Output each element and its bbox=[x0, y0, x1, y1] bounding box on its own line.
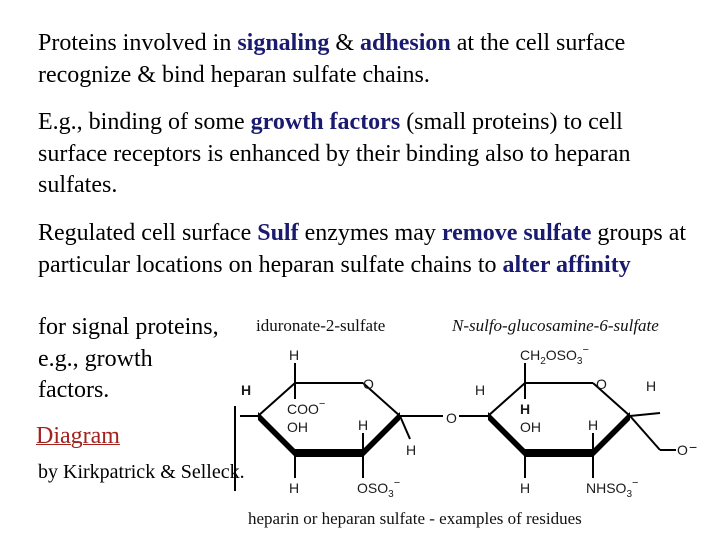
text: (small proteins) to cell surface receptors is enhanced by their binding also to heparan sulfates. bbox=[38, 109, 631, 198]
atom-h: H bbox=[241, 382, 252, 398]
atom-oh: OH bbox=[287, 419, 308, 435]
atom-nhso3: $NHSO_3^-$ bbox=[586, 477, 639, 500]
bold-bond bbox=[363, 412, 400, 457]
atom-o-glycosidic: O bbox=[446, 410, 457, 426]
bold-bond bbox=[295, 449, 363, 457]
atom-h: H bbox=[289, 347, 300, 363]
text: enzymes may bbox=[298, 220, 442, 246]
atom-h: H bbox=[520, 401, 531, 417]
highlight-signaling: signaling bbox=[237, 30, 330, 56]
atom-o-terminal: O bbox=[677, 442, 688, 458]
atom-h: H bbox=[520, 480, 531, 496]
label-glucosamine: N-sulfo-glucosamine-6-sulfate bbox=[452, 316, 659, 335]
paragraph-signaling bbox=[38, 28, 698, 91]
text: Regulated cell surface bbox=[38, 220, 258, 246]
bold-bond bbox=[593, 412, 630, 457]
highlight-sulf: Sulf bbox=[257, 220, 299, 246]
bold-bond bbox=[525, 449, 593, 457]
label-iduronate: iduronate-2-sulfate bbox=[256, 316, 386, 335]
atom-h: H bbox=[646, 378, 657, 394]
text: E.g., binding of some bbox=[38, 109, 251, 135]
atom-oh: OH bbox=[520, 419, 541, 435]
highlight-remove-sulfate: remove sulfate bbox=[441, 220, 592, 246]
atom-h: H bbox=[475, 382, 486, 398]
text: Proteins involved in bbox=[38, 30, 238, 56]
atom-o: O bbox=[363, 376, 374, 392]
atom-o: O bbox=[596, 376, 607, 392]
bond bbox=[630, 413, 660, 416]
atom-coo: COO− bbox=[287, 398, 326, 417]
paragraph-sulf-enzymes bbox=[38, 218, 698, 281]
highlight-growth-factors: growth factors bbox=[250, 109, 401, 135]
bond bbox=[630, 416, 660, 450]
paragraph-sulf-continued: for signal proteins, e.g., growth factors. bbox=[38, 314, 219, 403]
atom-ch2oso3: $CH_2OSO_3^-$ bbox=[520, 344, 589, 367]
highlight-adhesion: adhesion bbox=[360, 30, 451, 56]
bond bbox=[400, 416, 410, 439]
text: & bbox=[329, 30, 361, 56]
right-ring-atoms bbox=[475, 344, 697, 500]
figure-caption: heparin or heparan sulfate - examples of residues bbox=[248, 509, 582, 528]
highlight-alter-affinity: alter affinity bbox=[502, 251, 631, 278]
atom-bond-minus: − bbox=[689, 439, 698, 455]
text: groups at particular locations on heparan sulfate chains to bbox=[38, 220, 687, 278]
text: at the cell surface recognize & bind heparan sulfate chains. bbox=[38, 30, 626, 88]
atom-h: H bbox=[289, 480, 300, 496]
credit-text: by Kirkpatrick & Selleck. bbox=[38, 461, 245, 483]
atom-h: H bbox=[358, 417, 369, 433]
atom-h: H bbox=[588, 417, 599, 433]
diagram-link[interactable]: Diagram bbox=[36, 423, 120, 449]
paragraph-growth-factors bbox=[38, 107, 698, 202]
heparan-sulfate-structure-diagram bbox=[220, 303, 720, 540]
atom-h: H bbox=[406, 442, 417, 458]
atom-oso3: $OSO_3^-$ bbox=[357, 477, 401, 500]
